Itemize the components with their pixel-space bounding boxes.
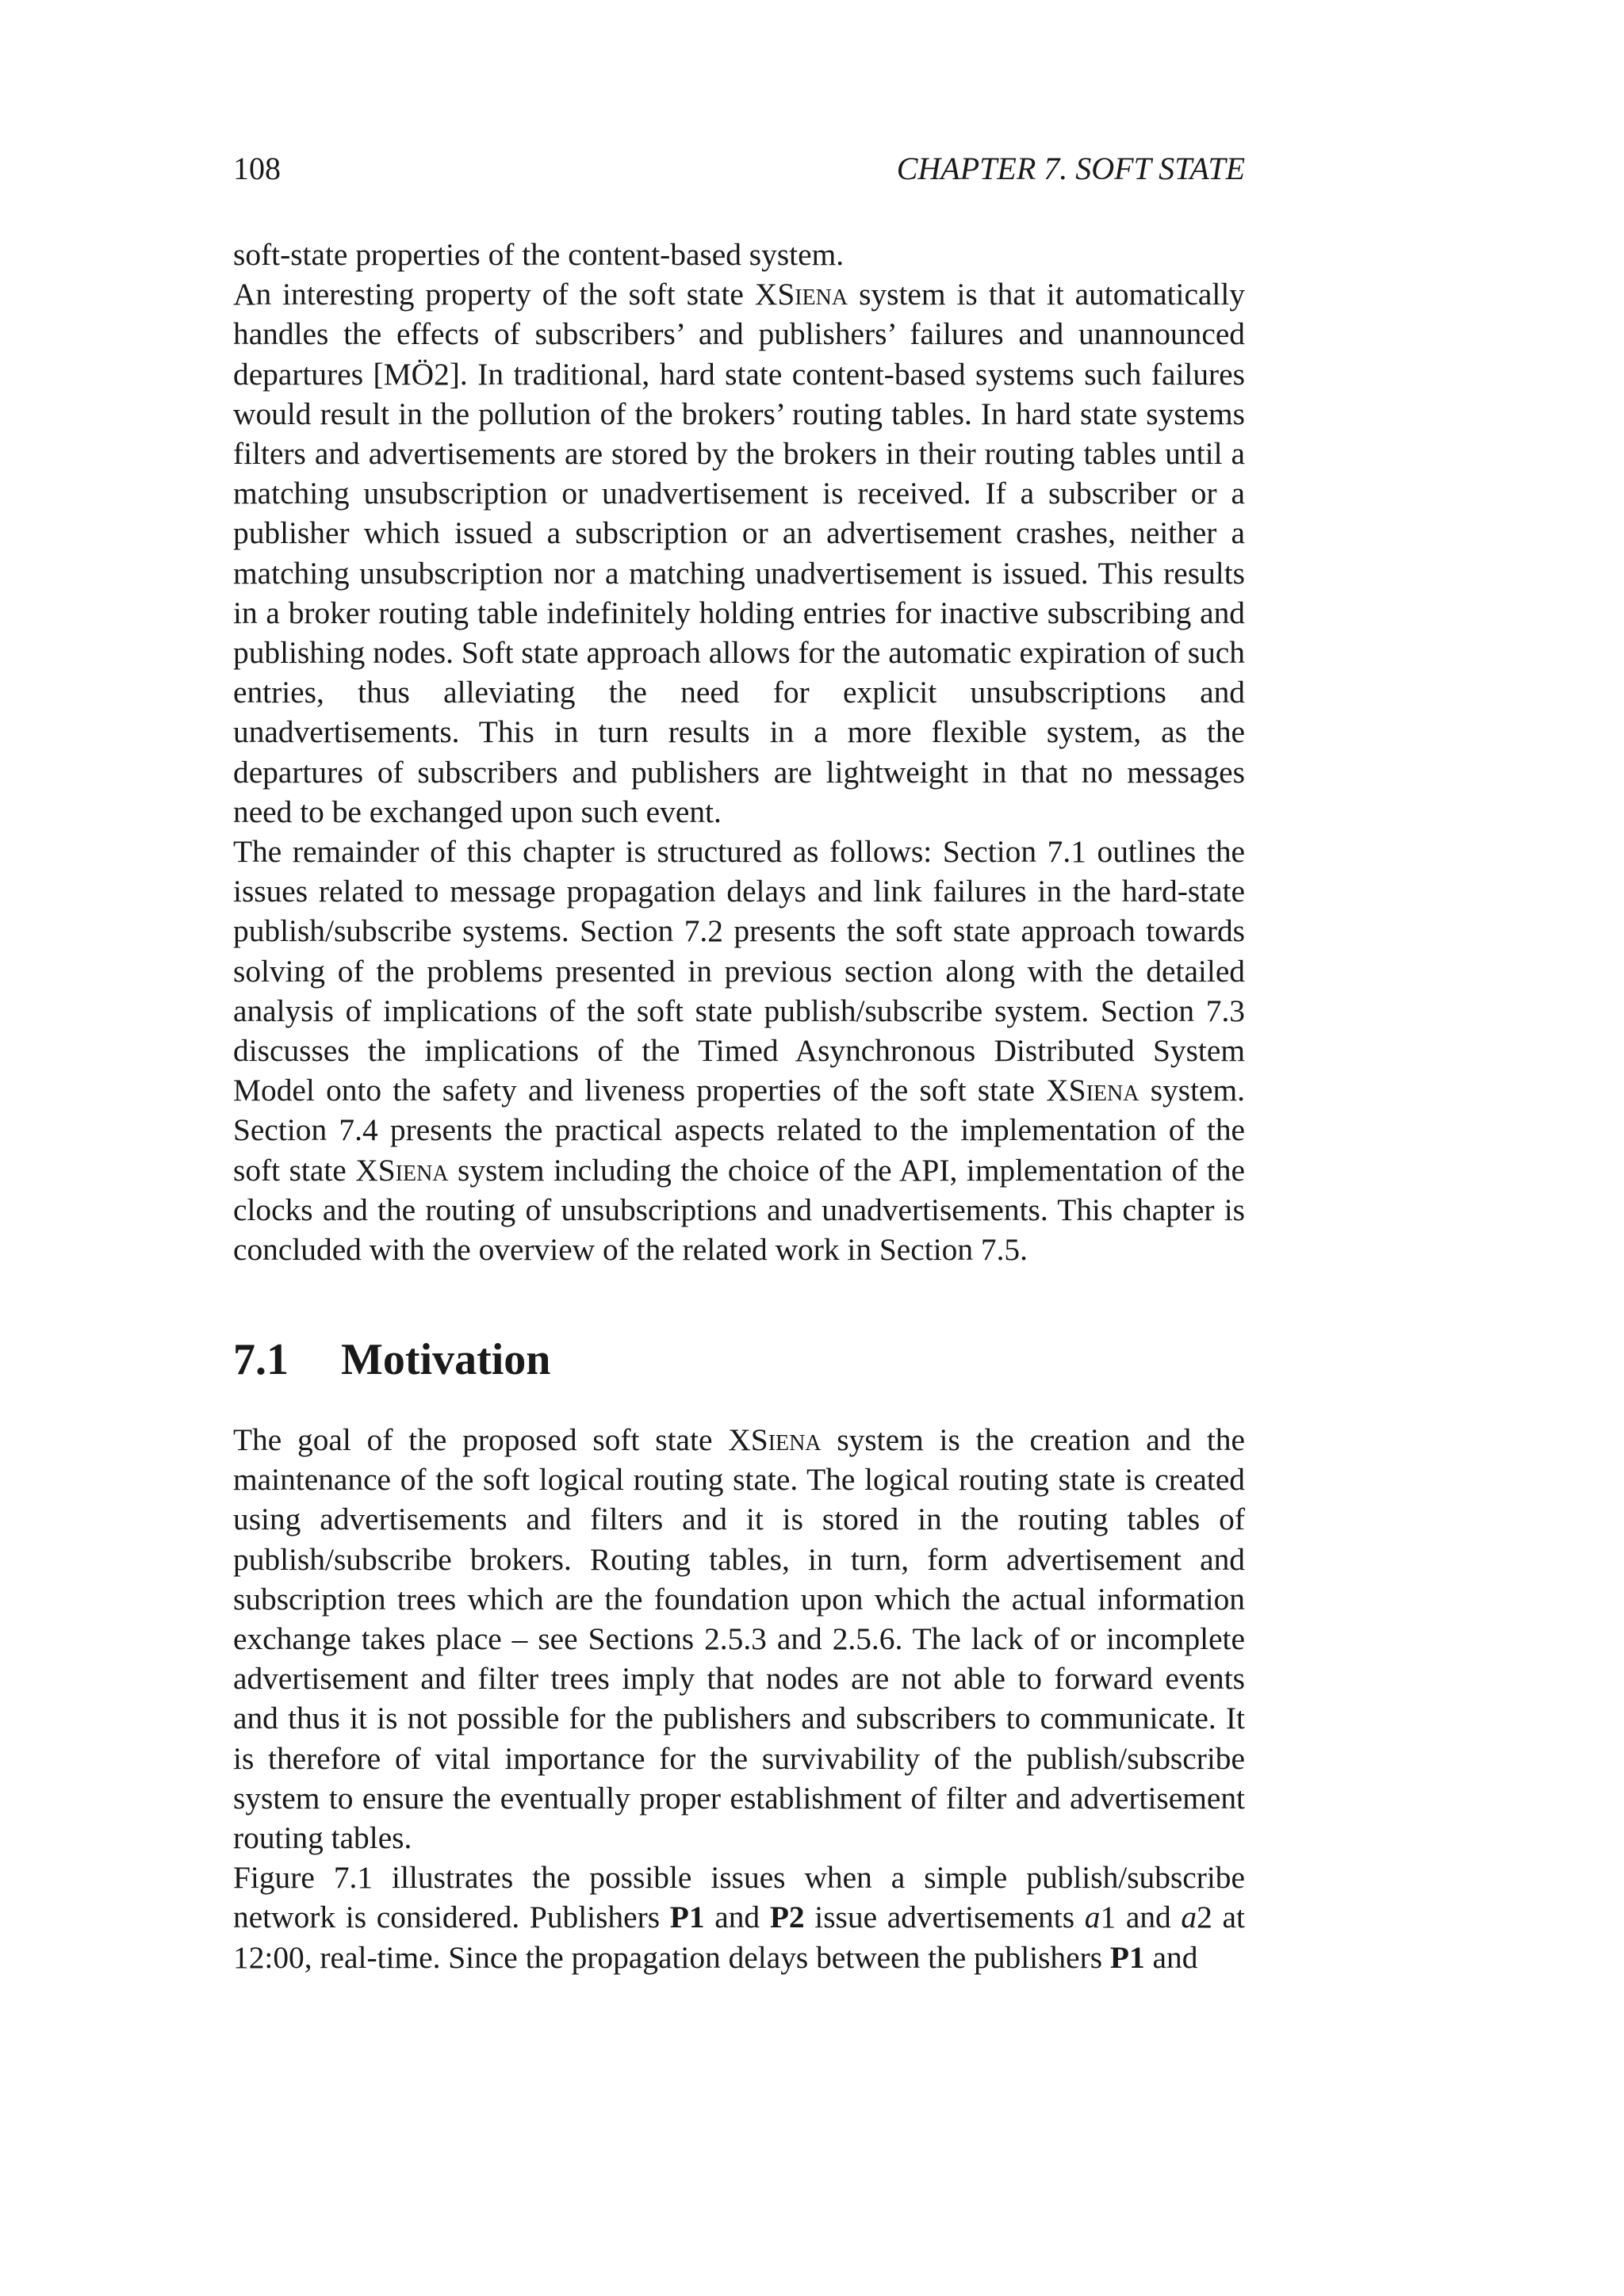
text: An interesting property of the soft state <box>233 277 744 312</box>
publisher-label: P1 <box>1109 1939 1145 1975</box>
system-name <box>755 277 848 312</box>
motivation-text <box>233 1420 1245 1977</box>
system-name <box>1046 1073 1139 1108</box>
section-number: 7.1 <box>233 1335 289 1384</box>
system-name-prefix: XS <box>728 1422 768 1457</box>
text: system is that it automatically handles the effects of subscribers’ and publishers’ failures and unannounced departures [MÖ2]. In traditional, hard state content-based systems such failures would result in the pollution of the brokers’ routing tables. In hard state systems filters and advertisements are stored by the brokers in their routing tables until a matching unsubscription or unadvertisement is received. If a subscriber or a publisher which issued a subscription or an advertisement crashes, neither a matching unsubscription nor a matching unadvertisement is issued. This results in a broker routing table indefinitely holding entries for inactive subscribing and publishing nodes. Soft state approach allows for the automatic expiration of such entries, thus alleviating the need for explicit unsubscriptions and unadvertisements. This in turn results in a more flexible system, as the departures of subscribers and publishers are lightweight in that no messages need to be exchanged upon such event. <box>233 277 1246 829</box>
advertisement-label <box>1181 1900 1212 1934</box>
system-name-rest: iena <box>768 1422 822 1457</box>
paragraph <box>233 235 1245 274</box>
section-title: Motivation <box>341 1335 551 1384</box>
math-var: a <box>1181 1900 1197 1935</box>
system-name-prefix: XS <box>754 277 795 312</box>
text: soft-state properties of the content-based system. <box>233 237 845 272</box>
text: system including the choice of the API, implementation of the clocks and the routing of unsubscriptions and unadvertisements. This chapter is concluded with the overview of the related work in Section 7.5. <box>233 1152 1245 1268</box>
system-name-rest: iena <box>795 277 848 312</box>
system-name <box>355 1153 448 1188</box>
text: and <box>1152 1939 1198 1975</box>
text: and <box>714 1900 760 1935</box>
publisher-label: P1 <box>669 1900 705 1935</box>
text: Figure 7.1 illustrates the possible issues when a simple publish/subscribe network is considered. Publishers <box>233 1860 1245 1935</box>
intro-text <box>233 235 1245 1269</box>
text: and <box>1125 1900 1171 1935</box>
text: issue advertisements <box>814 1900 1075 1935</box>
system-name-rest: iena <box>395 1152 449 1188</box>
text: system is the creation and the maintenance of the soft logical routing state. The logical routing state is created using advertisements and filters and it is stored in the routing tables of publish/subscribe brokers. Routing tables, in turn, form advertisement and subscription trees which are the foundation upon which the actual information exchange takes place – see Sections 2.5.3 and 2.5.6. The lack of or incomplete advertisement and filter trees imply that nodes are not able to forward events and thus it is not possible for the publishers and subscribers to communicate. It is therefore of vital importance for the survivability of the publish/subscribe system to ensure the eventually proper establishment of filter and advertisement routing tables. <box>233 1422 1245 1856</box>
text: The goal of the proposed soft state <box>233 1422 713 1457</box>
text: The remainder of this chapter is structured as follows: Section 7.1 outlines the issues related to message propagation delays and link failures in the hard-state publish/subscribe systems. Section 7.2 presents the soft state approach towards solving of the problems presented in previous section along with the detailed analysis of implications of the soft state publish/subscribe system. Section 7.3 discusses the implications of the Timed Asynchronous Distributed System Model onto the safety and liveness properties of the soft state <box>233 834 1245 1108</box>
system-name-rest: iena <box>1086 1073 1139 1108</box>
text: at 12:00, real-time. Since the propagation delays between the publishers <box>233 1900 1245 1975</box>
text: system. Section 7.4 presents the practical aspects related to the implementation of the soft state <box>233 1073 1245 1188</box>
paragraph <box>233 1420 1245 1858</box>
math-num: 1 <box>1100 1900 1116 1935</box>
section-heading <box>233 1332 1245 1387</box>
math-num: 2 <box>1197 1900 1212 1935</box>
system-name <box>728 1422 821 1457</box>
paragraph <box>233 832 1245 1269</box>
system-name-prefix: XS <box>355 1152 396 1188</box>
math-var: a <box>1084 1900 1101 1935</box>
paragraph <box>233 1858 1245 1977</box>
publisher-label: P2 <box>769 1900 805 1935</box>
system-name-prefix: XS <box>1046 1073 1086 1108</box>
paragraph <box>233 274 1245 832</box>
chapter-title: CHAPTER 7. SOFT STATE <box>896 151 1245 186</box>
advertisement-label <box>1085 1900 1116 1934</box>
page-number: 108 <box>233 151 281 186</box>
